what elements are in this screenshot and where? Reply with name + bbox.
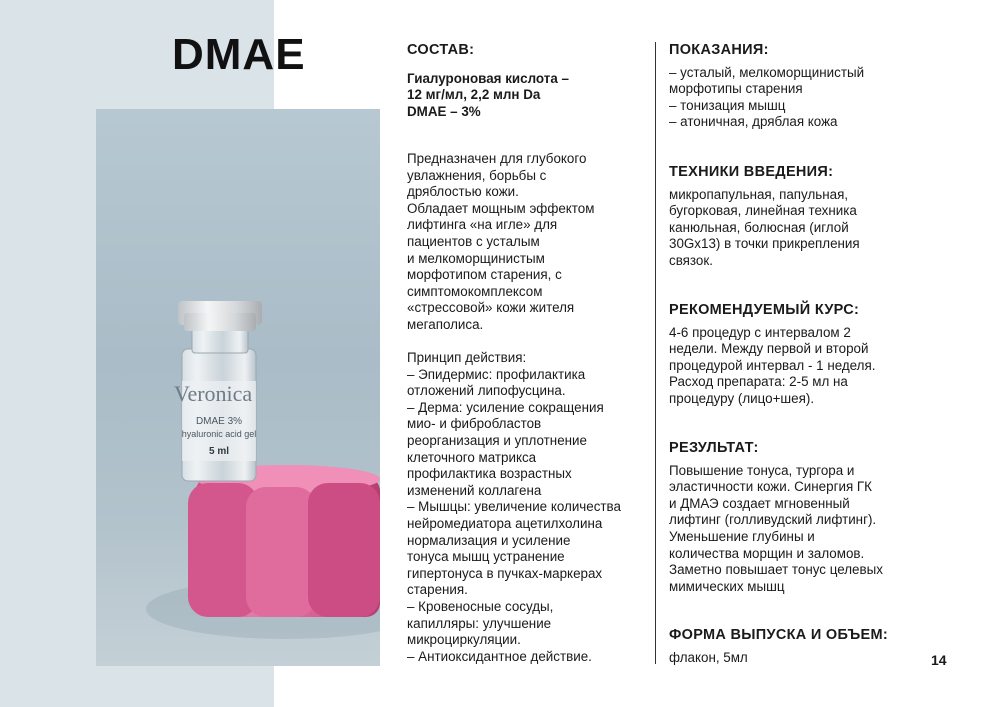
mechanism-line: – Дерма: усиление сокращения [407, 399, 604, 415]
mechanism-line: – Кровеносные сосуды, [407, 598, 554, 614]
indication-line: – тонизация мышц [669, 97, 786, 113]
mechanism-line: – Эпидермис: профилактика [407, 366, 586, 382]
result-line: количества морщин и заломов. [669, 545, 865, 561]
course-line: недели. Между первой и второй [669, 341, 869, 357]
description-line: и мелкоморщинистым [407, 250, 545, 266]
techniques-section [669, 164, 914, 270]
course-line: 4-6 процедур с интервалом 2 [669, 324, 851, 340]
mechanism-line: Принцип действия: [407, 350, 527, 365]
description-line: морфотипом старения, с [407, 267, 562, 283]
vial-label-line2: hyaluronic acid gel [181, 429, 257, 439]
result-line: Уменьшение глубины и [669, 528, 815, 544]
mechanism-line: тонуса мышц устранение [407, 549, 565, 565]
result-heading: РЕЗУЛЬТАТ: [669, 440, 759, 456]
indications-section [669, 42, 914, 131]
vial-brand: Veronica [174, 381, 253, 406]
technique-line: канюльная, болюсная (иглой [669, 219, 849, 235]
mechanism-line: отложений липофусцина. [407, 383, 566, 399]
description-line: Предназначен для глубокого [407, 151, 587, 166]
vial-label-line1: DMAE 3% [195, 416, 243, 427]
composition-line: Гиалуроновая кислота – [407, 70, 569, 86]
mechanism-line: изменений коллагена [407, 482, 542, 498]
composition-line: 12 мг/мл, 2,2 млн Da [407, 87, 541, 103]
course-line: Расход препарата: 2-5 мл на [669, 374, 848, 390]
technique-line: микропапульная, папульная, [669, 186, 849, 202]
mechanism-line: мио- и фибробластов [407, 416, 542, 432]
form-heading: ФОРМА ВЫПУСКА И ОБЪЕМ: [669, 627, 889, 643]
course-line: процедурой интервал - 1 неделя. [669, 357, 876, 373]
composition-line: DMAE – 3% [407, 103, 481, 119]
technique-line: бугорковая, линейная техника [669, 203, 857, 219]
composition-heading: СОСТАВ: [407, 42, 475, 58]
description-line: мегаполиса. [407, 316, 484, 332]
description-line: Обладает мощным эффектом [407, 200, 595, 216]
indication-line: – атоничная, дряблая кожа [669, 114, 838, 130]
result-line: Заметно повышает тонус целевых [669, 562, 883, 578]
technique-line: 30Gx13) в точки прикрепления [669, 236, 860, 252]
description-line: лифтинга «на игле» для [407, 217, 558, 233]
technique-line: связок. [669, 252, 713, 268]
indication-line: – усталый, мелкоморщинистый [669, 64, 865, 80]
mechanism-line: капилляры: улучшение [407, 615, 552, 631]
course-section [669, 302, 914, 408]
mechanism-line: профилактика возрастных [407, 466, 572, 482]
product-photo [96, 109, 380, 666]
description-line: дряблостью кожи. [407, 184, 519, 200]
description-block [407, 151, 652, 334]
page-number: 14 [931, 652, 947, 668]
description-line: увлажнения, борьбы с [407, 167, 547, 183]
course-heading: РЕКОМЕНДУЕМЫЙ КУРС: [669, 302, 860, 318]
result-line: лифтинг (голливудский лифтинг). [669, 512, 877, 528]
mechanism-line: реорганизация и уплотнение [407, 432, 587, 448]
result-line: Повышение тонуса, тургора и [669, 462, 855, 478]
form-value: флакон, 5мл [669, 649, 748, 665]
vial-illustration [96, 109, 380, 666]
form-section [669, 627, 914, 666]
mechanism-line: микроциркуляции. [407, 632, 521, 648]
course-line: процедуру (лицо+шея). [669, 390, 815, 406]
mechanism-line: нейромедиатора ацетилхолина [407, 515, 603, 531]
composition-list [407, 71, 652, 121]
mechanism-line: – Мышцы: увеличение количества [407, 499, 621, 515]
mechanism-line: клеточного матрикса [407, 449, 537, 465]
result-section [669, 440, 914, 595]
mechanism-line: – Антиоксидантное действие. [407, 648, 592, 664]
mechanism-line: старения. [407, 582, 468, 598]
description-line: пациентов с усталым [407, 233, 540, 249]
middle-column [407, 42, 652, 120]
page-title: DMAE [172, 30, 306, 79]
result-line: и ДМАЭ создает мгновенный [669, 495, 850, 511]
column-divider [655, 42, 656, 664]
result-line: эластичности кожи. Синергия ГК [669, 479, 872, 495]
result-line: мимических мышц [669, 578, 785, 594]
techniques-heading: ТЕХНИКИ ВВЕДЕНИЯ: [669, 164, 834, 180]
mechanism-block [407, 350, 652, 665]
vial-volume: 5 ml [208, 446, 230, 457]
indication-line: морфотипы старения [669, 81, 803, 97]
mechanism-line: нормализация и усиление [407, 532, 571, 548]
description-line: симптомокомплексом [407, 283, 543, 299]
indications-heading: ПОКАЗАНИЯ: [669, 42, 769, 58]
mechanism-line: гипертонуса в пучках-маркерах [407, 565, 603, 581]
description-line: «стрессовой» кожи жителя [407, 300, 575, 316]
